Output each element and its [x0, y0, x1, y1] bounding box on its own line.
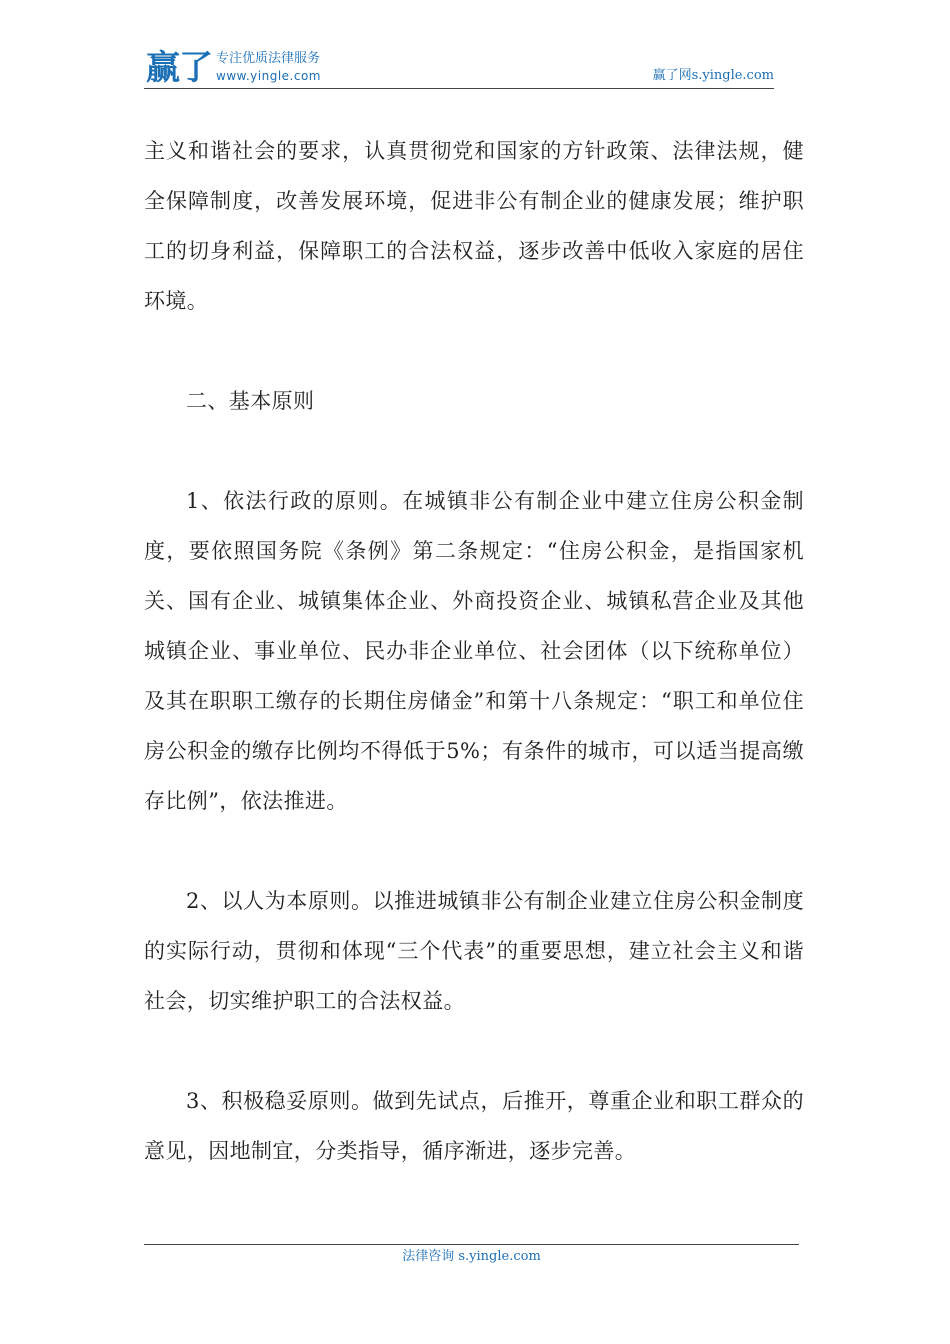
header-site-link[interactable]: 赢了网s.yingle.com: [652, 68, 774, 83]
logo-slogan: 专注优质法律服务: [216, 51, 321, 66]
section-heading: 二、基本原则: [186, 389, 315, 413]
page-header: [144, 48, 774, 88]
paragraph-principle-2: 2、以人为本原则。以推进城镇非公有制企业建立住房公积金制度的实际行动，贯彻和体现“三个代表”的重要思想，建立社会主义和谐社会，切实维护职工的合法权益。: [144, 889, 804, 1013]
paragraph-principle-1: 1、依法行政的原则。在城镇非公有制企业中建立住房公积金制度，要依照国务院《条例》第二条规定：“住房公积金，是指国家机关、国有企业、城镇集体企业、外商投资企业、城镇私营企业及其他城镇企业、事业单位、民办非企业单位、社会团体（以下统称单位）及其在职职工缴存的长期住房储金”和第十八条规定：“职工和单位住房公积金的缴存比例均不得低于5%；有条件的城市，可以适当提高缴存比例”，依法推进。: [144, 489, 804, 813]
document-body: [144, 126, 804, 1176]
footer-link[interactable]: 法律咨询 s.yingle.com: [402, 1249, 541, 1264]
header-divider: [144, 88, 774, 89]
logo-url[interactable]: www.yingle.com: [216, 69, 321, 83]
footer-divider: [144, 1244, 799, 1245]
paragraph-intro: 主义和谐社会的要求，认真贯彻党和国家的方针政策、法律法规，健全保障制度，改善发展环境，促进非公有制企业的健康发展；维护职工的切身利益，保障职工的合法权益，逐步改善中低收入家庭的居住环境。: [144, 139, 804, 313]
paragraph-principle-3: 3、积极稳妥原则。做到先试点，后推开，尊重企业和职工群众的意见，因地制宜，分类指导，循序渐进，逐步完善。: [144, 1089, 804, 1163]
site-logo[interactable]: 赢了: [146, 48, 212, 88]
